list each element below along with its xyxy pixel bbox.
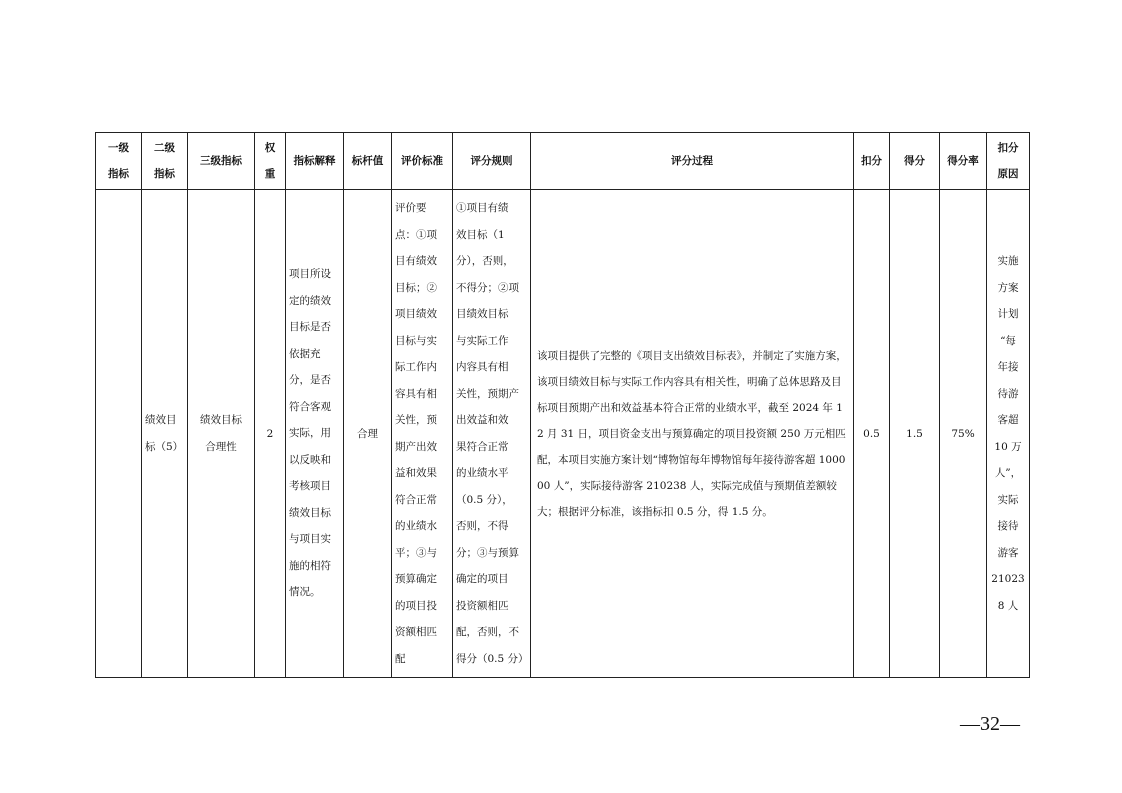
cell-score: 1.5 (890, 190, 940, 678)
cell-level2-indicator: 绩效目 标（5） (142, 190, 188, 678)
cell-criteria: 评价要 点：①项 目有绩效 目标；② 项目绩效 目标与实 际工作内 容具有相 关性，预 期产出效 益和效果 符合正常 的业绩水 平；③与 预算确定 的项目投 资额相匹 配 (392, 190, 453, 678)
cell-deduction: 0.5 (854, 190, 890, 678)
header-level1-indicator: 一级 指标 (96, 133, 142, 190)
cell-score-rate: 75% (940, 190, 987, 678)
header-score: 得分 (890, 133, 940, 190)
table-header-row (96, 133, 1030, 190)
header-deduction: 扣分 (854, 133, 890, 190)
page-number: —32— (960, 713, 1020, 735)
header-rules: 评分规则 (453, 133, 531, 190)
header-process: 评分过程 (531, 133, 854, 190)
cell-deduction-reason: 实施 方案 计划 “每 年接 待游 客超 10 万 人”， 实际 接待 游客 21023 8 人 (987, 190, 1030, 678)
cell-rules: ①项目有绩 效目标（1 分），否则， 不得分；②项 目绩效目标 与实际工作 内容具有相 关性，预期产 出效益和效 果符合正常 的业绩水平 （0.5 分）， 否则，不得 分；③与预算 确定的项目 投资额相匹 配，否则，不 得分（0.5 分） (453, 190, 531, 678)
header-benchmark: 标杆值 (344, 133, 392, 190)
header-explanation: 指标解释 (286, 133, 344, 190)
header-criteria: 评价标准 (392, 133, 453, 190)
cell-level1-indicator (96, 190, 142, 678)
performance-evaluation-table (95, 132, 1030, 678)
header-weight: 权 重 (255, 133, 286, 190)
table-row (96, 190, 1030, 678)
header-level2-indicator: 二级 指标 (142, 133, 188, 190)
cell-benchmark: 合理 (344, 190, 392, 678)
header-deduction-reason: 扣分 原因 (987, 133, 1030, 190)
cell-weight: 2 (255, 190, 286, 678)
cell-explanation: 项目所设 定的绩效 目标是否 依据充 分，是否 符合客观 实际，用 以反映和 考核项目 绩效目标 与项目实 施的相符 情况。 (286, 190, 344, 678)
header-level3-indicator: 三级指标 (188, 133, 255, 190)
cell-process: 该项目提供了完整的《项目支出绩效目标表》，并制定了实施方案，该项目绩效目标与实际工作内容具有相关性，明确了总体思路及目标项目预期产出和效益基本符合正常的业绩水平，截至 2024 年 12 月 31 日，项目资金支出与预算确定的项目投资额 250 万元相匹配，本项目实施方案计划“博物馆每年博物馆每年接待游客超 100000 人”，实际接待游客 210238 人，实际完成值与预期值差额较大；根据评分标准，该指标扣 0.5 分，得 1.5 分。 (531, 190, 854, 678)
header-score-rate: 得分率 (940, 133, 987, 190)
cell-level3-indicator: 绩效目标 合理性 (188, 190, 255, 678)
